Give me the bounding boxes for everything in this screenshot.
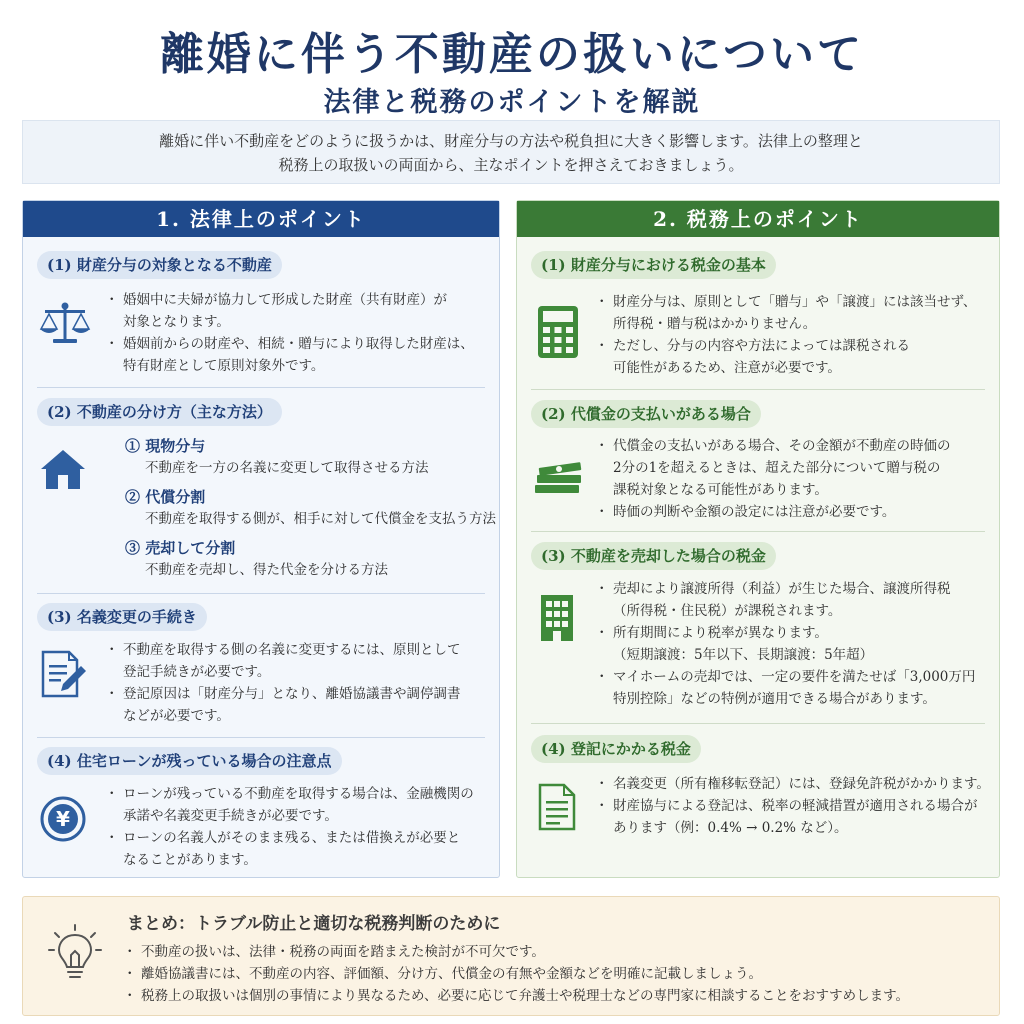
tax-heading: 2. 税務上のポイント	[517, 201, 999, 237]
list-item: ・ 登記原因は「財産分与」となり、離婚協議書や調停調書 などが必要です。	[109, 683, 461, 727]
tax-section-3-title: (3) 不動産を売却した場合の税金	[531, 542, 776, 570]
legal-section-3-title: (3) 名義変更の手続き	[37, 603, 207, 631]
scale-icon	[39, 301, 91, 351]
tax-section-3-list	[599, 578, 975, 710]
document-icon	[537, 783, 577, 835]
list-item: ・ 名義変更（所有権移転登記）には、登録免許税がかかります。	[599, 773, 990, 795]
page-subtitle: 法律と税務のポイントを解説	[323, 87, 701, 118]
list-item: ・ 財産協与による登記は、税率の軽減措置が適用される場合が あります（例：0.4% → 0.2% など）。	[599, 795, 990, 839]
list-item: ・ 財産分与は、原則として「贈与」や「譲渡」には該当せず、 所得税・贈与税はかかりません。	[599, 291, 976, 335]
list-item: ・ 売却により譲渡所得（利益）が生じた場合、譲渡所得税 （所得税・住民税）が課税されます。	[599, 578, 975, 622]
tax-points-panel	[516, 200, 1000, 878]
house-icon	[39, 447, 87, 495]
list-item: ・ 不動産を取得する側の名義に変更するには、原則として 登記手続きが必要です。	[109, 639, 461, 683]
divider	[531, 723, 985, 724]
tax-section-4-title: (4) 登記にかかる税金	[531, 735, 701, 763]
legal-points-panel	[22, 200, 500, 878]
legal-section-2-title: (2) 不動産の分け方（主な方法）	[37, 398, 282, 426]
divider	[531, 531, 985, 532]
list-item: ・ ローンが残っている不動産を取得する場合は、金融機関の 承諾や名義変更手続きが必要です。	[109, 783, 474, 827]
method-item	[125, 486, 496, 530]
tax-section-1-list	[599, 291, 976, 379]
list-item: ・ 代償金の支払いがある場合、その金額が不動産の時価の 2分の1を超えるときは、超えた部分について贈与税の 課税対象となる可能性があります。	[599, 435, 951, 501]
page-title: 離婚に伴う不動産の扱いについて	[159, 29, 865, 80]
tax-section-2-title: (2) 代償金の支払いがある場合	[531, 400, 761, 428]
list-item: ・ 時価の判断や金額の設定には注意が必要です。	[599, 501, 951, 523]
method-desc: 不動産を一方の名義に変更して取得させる方法	[145, 460, 429, 476]
summary-title: まとめ：トラブル防止と適切な税務判断のために	[127, 914, 501, 934]
money-stack-icon	[533, 457, 583, 501]
tax-section-4-list	[599, 773, 990, 839]
lightbulb-icon	[47, 923, 103, 987]
method-item	[125, 537, 388, 581]
divider	[531, 389, 985, 390]
divider	[37, 593, 485, 594]
building-icon	[537, 593, 577, 647]
list-item: ・ 所有期間により税率が異なります。 （短期譲渡：5年以下、長期譲渡：5年超）	[599, 622, 975, 666]
document-edit-icon	[39, 649, 87, 703]
legal-section-1-list	[109, 289, 474, 377]
list-item: ・ 婚姻中に夫婦が協力して形成した財産（共有財産）が 対象となります。	[109, 289, 474, 333]
divider	[37, 737, 485, 738]
list-item: ・ 税務上の取扱いは個別の事情により異なるため、必要に応じて弁護士や税理士などの専門家に相談することをおすすめします。	[127, 985, 909, 1007]
calculator-icon	[537, 305, 579, 363]
list-item: ・ マイホームの売却では、一定の要件を満たせば「3,000万円 特別控除」などの特例が適用できる場合があります。	[599, 666, 975, 710]
list-item: ・ ただし、分与の内容や方法によっては課税される 可能性があるため、注意が必要です。	[599, 335, 976, 379]
legal-heading: 1. 法律上のポイント	[23, 201, 499, 237]
legal-section-4-list	[109, 783, 474, 871]
method-title: ② 代償分割	[125, 488, 206, 506]
list-item: ・ 離婚協議書には、不動産の内容、評価額、分け方、代償金の有無や金額などを明確に記載しましょう。	[127, 963, 909, 985]
intro-line: 税務上の取扱いの両面から、主なポイントを押さえておきましょう。	[278, 156, 744, 174]
tax-section-2-list	[599, 435, 951, 523]
list-item: ・ 婚姻前からの財産や、相続・贈与により取得した財産は、 特有財産として原則対象外です。	[109, 333, 474, 377]
legal-section-4-title: (4) 住宅ローンが残っている場合の注意点	[37, 747, 342, 775]
divider	[37, 387, 485, 388]
method-desc: 不動産を売却し、得た代金を分ける方法	[145, 562, 388, 578]
intro-line: 離婚に伴い不動産をどのように扱うかは、財産分与の方法や税負担に大きく影響します。法律上の整理と	[159, 132, 863, 150]
legal-section-3-list	[109, 639, 461, 727]
yen-coin-icon	[39, 795, 87, 847]
tax-section-1-title: (1) 財産分与における税金の基本	[531, 251, 776, 279]
method-title: ① 現物分与	[125, 437, 206, 455]
summary-list	[127, 941, 909, 1007]
legal-section-1-title: (1) 財産分与の対象となる不動産	[37, 251, 282, 279]
summary-box	[22, 896, 1000, 1016]
list-item: ・ 不動産の扱いは、法律・税務の両面を踏まえた検討が不可欠です。	[127, 941, 909, 963]
intro-box	[22, 120, 1000, 184]
method-desc: 不動産を取得する側が、相手に対して代償金を支払う方法	[145, 511, 496, 527]
method-title: ③ 売却して分割	[125, 539, 236, 557]
list-item: ・ ローンの名義人がそのまま残る、または借換えが必要と なることがあります。	[109, 827, 474, 871]
svg-text:¥: ¥	[56, 807, 70, 831]
method-item	[125, 435, 429, 479]
